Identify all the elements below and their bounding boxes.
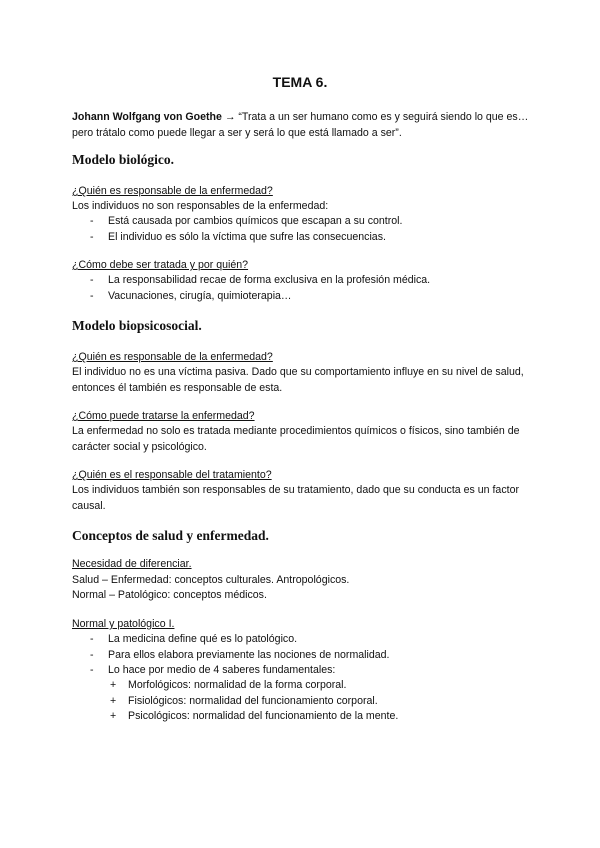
question-tratamiento: ¿Quién es el responsable del tratamiento? [72,469,272,481]
list-item: - Lo hace por medio de 4 saberes fundamentales: [72,663,390,679]
heading-conceptos: Conceptos de salud y enfermedad. [72,528,269,543]
paragraph: Los individuos no son responsables de la enfermedad: [72,200,329,212]
list-item: - Está causada por cambios químicos que escapan a su control. [72,214,402,230]
question-tratada: ¿Cómo debe ser tratada y por quién? [72,259,249,271]
paragraph: El individuo no es una víctima pasiva. Dado que su comportamiento influye en su nivel de salud, entonces él también es responsable de esta. [72,366,524,394]
list-item: - La medicina define qué es lo patológico. [72,632,390,648]
question-responsable: ¿Quién es responsable de la enfermedad? [72,185,273,197]
question-responsable: ¿Quién es responsable de la enfermedad? [72,351,273,363]
sublist-item: + Psicológicos: normalidad del funcionamiento de la mente. [72,709,398,725]
dash-list [72,632,390,679]
list-item: - La responsabilidad recae de forma exclusiva en la profesión médica. [72,273,430,289]
heading-modelo-biologico: Modelo biológico. [72,152,174,167]
list-item: - El individuo es sólo la víctima que sufre las consecuencias. [72,230,402,246]
subheading-normal-patologico: Normal y patológico I. [72,618,175,630]
quote-author: Johann Wolfgang von Goethe [72,111,222,123]
list-item: - Para ellos elabora previamente las nociones de normalidad. [72,648,390,664]
dash-list [72,273,430,304]
paragraph: Normal – Patológico: conceptos médicos. [72,589,267,601]
paragraph: La enfermedad no solo es tratada mediante procedimientos químicos o físicos, sino también de carácter social y psicológico. [72,425,520,453]
plus-list-wrapper [72,678,398,725]
question-tratarse: ¿Cómo puede tratarse la enfermedad? [72,410,255,422]
paragraph: Salud – Enfermedad: conceptos culturales. Antropológicos. [72,574,350,586]
sublist-item: + Morfológicos: normalidad de la forma corporal. [72,678,398,694]
quote-text: → “Trata a un ser humano como es y seguirá siendo lo que es… pero trátalo como puede llegar a ser y será lo que está llamado a ser”. [72,111,529,139]
goethe-quote [72,109,532,141]
list-item: - Vacunaciones, cirugía, quimioterapia… [72,289,430,305]
plus-list [72,678,398,725]
paragraph: Los individuos también son responsables de su tratamiento, dado que su conducta es un factor causal. [72,484,519,512]
dash-list [72,214,402,245]
sublist-container [72,678,398,725]
sublist-item: + Fisiológicos: normalidad del funcionamiento corporal. [72,694,398,710]
heading-modelo-biopsicosocial: Modelo biopsicosocial. [72,318,202,333]
page-title: TEMA 6. [272,74,328,90]
subheading-diferenciar: Necesidad de diferenciar. [72,558,192,570]
